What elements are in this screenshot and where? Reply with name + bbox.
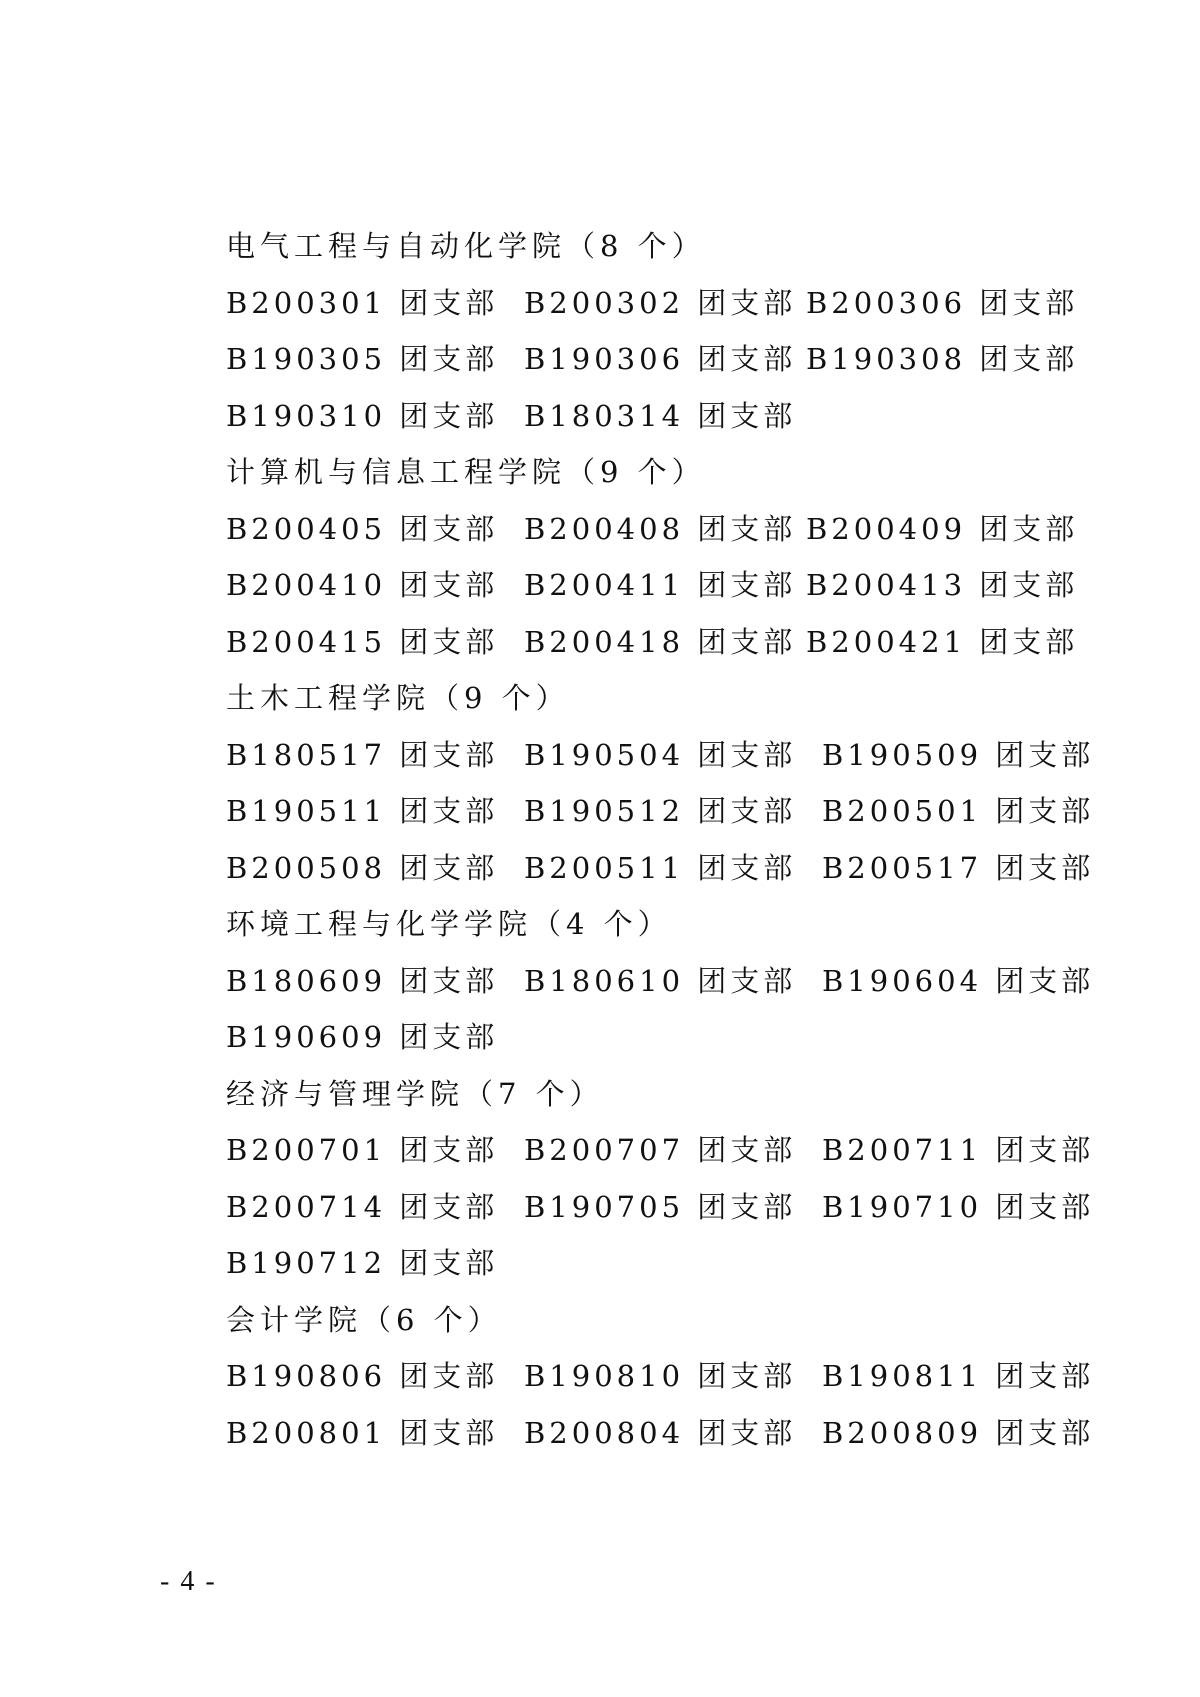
branch-item: B200517 团支部 [822, 850, 1095, 885]
branch-row [226, 614, 1106, 671]
branch-item: B200809 团支部 [822, 1415, 1095, 1450]
branch-item: B190310 团支部 [226, 398, 499, 433]
branch-item: B190509 团支部 [822, 737, 1095, 772]
branch-item: B200411 团支部 [524, 568, 797, 602]
branch-item: B200415 团支部 [226, 624, 499, 659]
branch-row [226, 331, 1106, 388]
branch-row [226, 275, 1106, 332]
branch-item: B200801 团支部 [226, 1415, 499, 1450]
branch-row [226, 1348, 1106, 1405]
branch-item: B200302 团支部 [524, 285, 797, 320]
branch-item: B190710 团支部 [822, 1189, 1095, 1224]
branch-row [226, 1122, 1106, 1179]
branch-item: B200410 团支部 [226, 568, 499, 602]
branch-item: B200804 团支部 [524, 1415, 797, 1450]
branch-item: B180314 团支部 [524, 398, 797, 433]
section-heading: 电气工程与自动化学院（8 个） [226, 229, 706, 263]
branch-item: B200508 团支部 [226, 850, 499, 885]
branch-item: B200409 团支部 [806, 511, 1079, 546]
branch-row [226, 557, 1106, 614]
branch-item: B180517 团支部 [226, 737, 499, 772]
branch-item: B200511 团支部 [524, 850, 797, 885]
branch-item: B200501 团支部 [822, 794, 1095, 828]
branch-row [226, 783, 1106, 840]
branch-row [226, 1179, 1106, 1236]
branch-item: B190306 团支部 [524, 342, 797, 376]
branch-item: B190308 团支部 [806, 342, 1079, 376]
section-heading: 环境工程与化学学院（4 个） [226, 907, 672, 941]
branch-item: B200701 团支部 [226, 1133, 499, 1167]
branch-item: B200306 团支部 [806, 285, 1079, 320]
branch-row [226, 1009, 1106, 1066]
branch-row [226, 1405, 1106, 1462]
section-heading: 计算机与信息工程学院（9 个） [226, 455, 706, 489]
branch-row [226, 388, 1106, 445]
branch-item: B190705 团支部 [524, 1189, 797, 1224]
branch-row [226, 727, 1106, 784]
branch-item: B200711 团支部 [822, 1133, 1095, 1167]
branch-item: B190806 团支部 [226, 1359, 499, 1393]
branch-item: B200301 团支部 [226, 285, 499, 320]
page-number: - 4 - [160, 1566, 217, 1597]
branch-item: B200707 团支部 [524, 1133, 797, 1167]
branch-item: B200413 团支部 [806, 568, 1079, 602]
branch-item: B190811 团支部 [822, 1359, 1095, 1393]
branch-item: B200714 团支部 [226, 1189, 499, 1224]
branch-item: B190810 团支部 [524, 1359, 797, 1393]
branch-item: B200418 团支部 [524, 624, 797, 659]
branch-item: B200421 团支部 [806, 624, 1079, 659]
branch-item: B190609 团支部 [226, 1020, 499, 1054]
section-heading: 土木工程学院（9 个） [226, 681, 570, 715]
branch-item: B180609 团支部 [226, 963, 499, 998]
branch-row [226, 840, 1106, 897]
branch-item: B180610 团支部 [524, 963, 797, 998]
branch-row [226, 1235, 1106, 1292]
branch-row [226, 953, 1106, 1010]
branch-row [226, 501, 1106, 558]
branch-item: B200408 团支部 [524, 511, 797, 546]
branch-item: B190712 团支部 [226, 1246, 499, 1280]
section-heading: 经济与管理学院（7 个） [226, 1076, 604, 1111]
branch-item: B190604 团支部 [822, 963, 1095, 998]
branch-item: B200405 团支部 [226, 511, 499, 546]
section-heading: 会计学院（6 个） [226, 1302, 502, 1337]
document-body [226, 218, 1106, 1461]
branch-item: B190512 团支部 [524, 794, 797, 828]
branch-item: B190305 团支部 [226, 342, 499, 376]
branch-item: B190511 团支部 [226, 794, 499, 828]
branch-item: B190504 团支部 [524, 737, 797, 772]
